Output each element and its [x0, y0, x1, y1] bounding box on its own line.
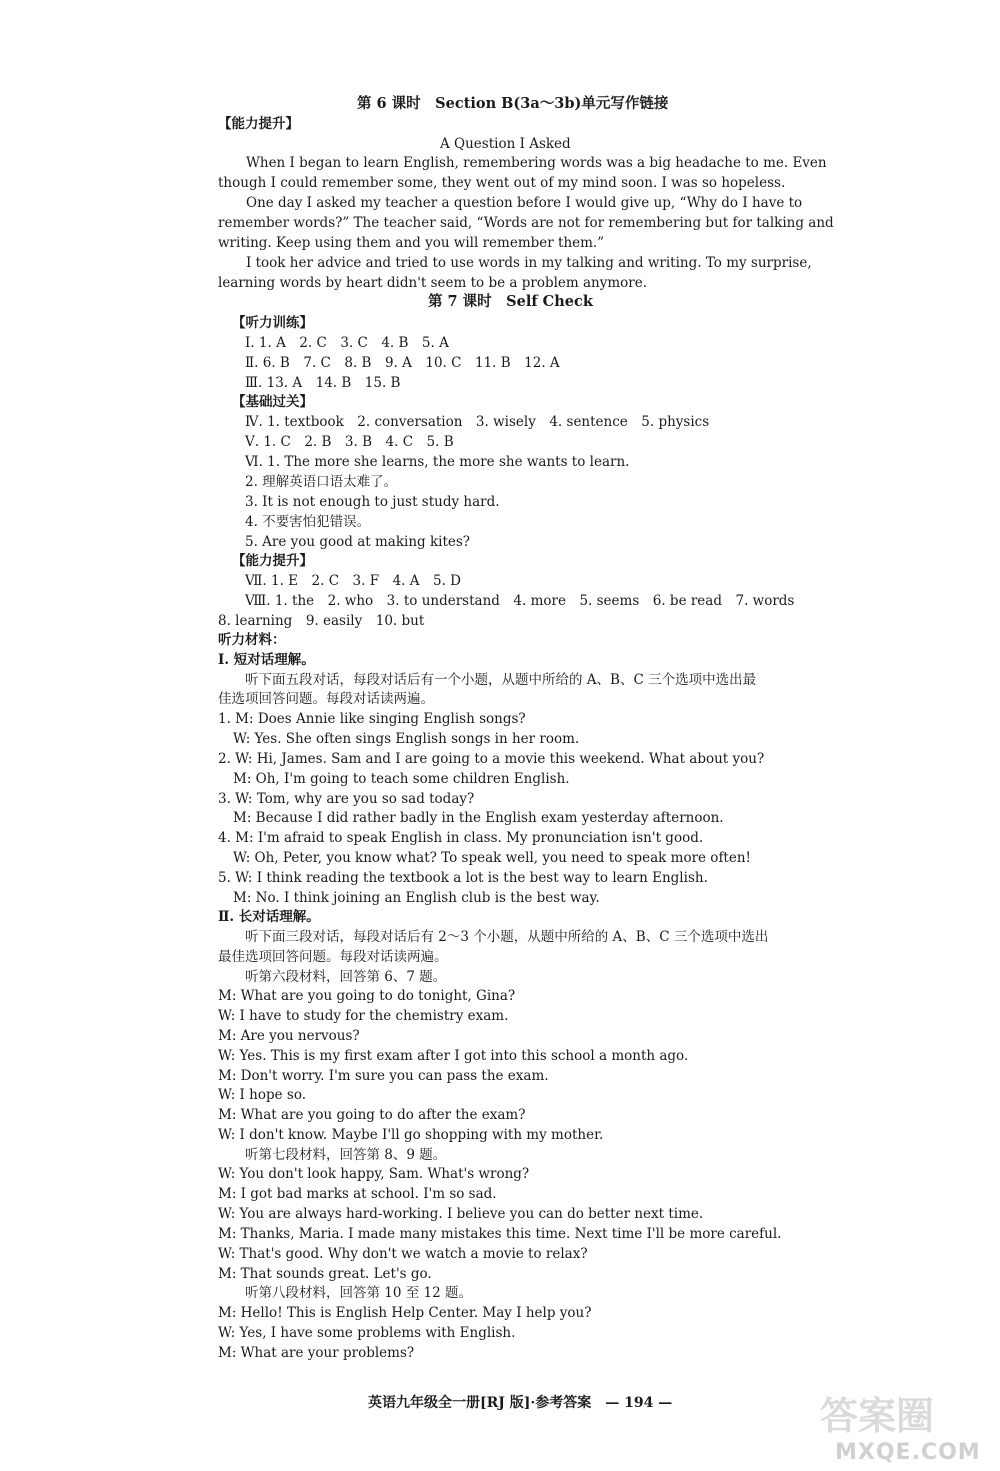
part1-intro: 听下面五段对话，每段对话后有一个小题，从题中所给的 A、B、C 三个选项中选出最	[245, 672, 757, 688]
essay-line: One day I asked my teacher a question before I would give up, “Why do I have to	[246, 195, 803, 211]
lesson6-title: 第 6 课时 Section B(3a～3b)单元写作链接	[357, 95, 669, 112]
essay-line: learning words by heart didn't seem to be a problem anymore.	[218, 275, 648, 291]
essay-line: I took her advice and tried to use words in my talking and writing. To my surprise,	[246, 255, 812, 271]
part2-intro: 听下面三段对话，每段对话后有 2～3 个小题，从题中所给的 A、B、C 三个选项中选出	[245, 929, 769, 945]
dialogue-line: 4. M: I'm afraid to speak English in class. My pronunciation isn't good.	[218, 830, 704, 846]
dialogue-line: 1. M: Does Annie like singing English songs?	[218, 711, 526, 727]
dialogue-line: M: Don't worry. I'm sure you can pass the exam.	[218, 1068, 549, 1084]
answer-line: Ⅶ. 1. E 2. C 3. F 4. A 5. D	[245, 573, 461, 589]
dialogue-line: M: Thanks, Maria. I made many mistakes this time. Next time I'll be more careful.	[218, 1226, 782, 1242]
dialogue-line: M: That sounds great. Let's go.	[218, 1266, 432, 1282]
passage6-label: 听第六段材料，回答第 6、7 题。	[245, 969, 447, 985]
part2-label: Ⅱ. 长对话理解。	[218, 909, 320, 925]
dialogue-line: 2. W: Hi, James. Sam and I are going to a movie this weekend. What about you?	[218, 751, 765, 767]
essay-title: A Question I Asked	[440, 136, 571, 152]
answer-line: 2. 理解英语口语太难了。	[245, 474, 398, 490]
part1-label: Ⅰ. 短对话理解。	[218, 652, 315, 668]
answer-line: 5. Are you good at making kites?	[245, 534, 471, 550]
part1-intro: 佳选项回答问题。每段对话读两遍。	[218, 691, 434, 707]
passage7-label: 听第七段材料，回答第 8、9 题。	[245, 1147, 447, 1163]
dialogue-line: W: Yes, I have some problems with English.	[218, 1325, 516, 1341]
answer-line: Ⅳ. 1. textbook 2. conversation 3. wisely 4. sentence 5. physics	[245, 414, 710, 430]
dialogue-line: W: You are always hard-working. I believe you can do better next time.	[218, 1206, 704, 1222]
lesson6-ability-label: 【能力提升】	[218, 116, 299, 132]
lesson7-title: 第 7 课时 Self Check	[428, 293, 593, 310]
essay-line: remember words?” The teacher said, “Words are not for remembering but for talking and	[218, 215, 834, 231]
dialogue-line: M: What are you going to do tonight, Gina?	[218, 988, 516, 1004]
essay-line: though I could remember some, they went out of my mind soon. I was so hopeless.	[218, 175, 786, 191]
dialogue-line: W: Oh, Peter, you know what? To speak well, you need to speak more often!	[233, 850, 751, 866]
answer-line: Ⅲ. 13. A 14. B 15. B	[245, 375, 401, 391]
answer-line: Ⅱ. 6. B 7. C 8. B 9. A 10. C 11. B 12. A	[245, 355, 560, 371]
answer-line: 8. learning 9. easily 10. but	[218, 613, 425, 629]
dialogue-line: W: That's good. Why don't we watch a movie to relax?	[218, 1246, 588, 1262]
answer-line: Ⅴ. 1. C 2. B 3. B 4. C 5. B	[245, 434, 454, 450]
essay-line: When I began to learn English, remembering words was a big headache to me. Even	[246, 155, 827, 171]
watermark-site: MXQE.COM	[835, 1440, 981, 1465]
dialogue-line: W: Yes. This is my first exam after I got into this school a month ago.	[218, 1048, 689, 1064]
answer-line: Ⅷ. 1. the 2. who 3. to understand 4. more 5. seems 6. be read 7. words	[245, 593, 795, 609]
materials-label: 听力材料：	[218, 632, 286, 648]
essay-line: writing. Keep using them and you will remember them.”	[218, 235, 605, 251]
dialogue-line: M: What are you going to do after the exam?	[218, 1107, 526, 1123]
listening-label: 【听力训练】	[232, 315, 313, 331]
dialogue-line: M: Oh, I'm going to teach some children English.	[233, 771, 570, 787]
dialogue-line: 3. W: Tom, why are you so sad today?	[218, 791, 475, 807]
dialogue-line: W: I hope so.	[218, 1087, 307, 1103]
dialogue-line: W: You don't look happy, Sam. What's wrong?	[218, 1166, 530, 1182]
dialogue-line: W: Yes. She often sings English songs in her room.	[233, 731, 580, 747]
answer-line: 4. 不要害怕犯错误。	[245, 514, 371, 530]
answer-line: Ⅰ. 1. A 2. C 3. C 4. B 5. A	[245, 335, 449, 351]
lesson7-ability-label: 【能力提升】	[232, 553, 313, 569]
part2-intro: 最佳选项回答问题。每段对话读两遍。	[218, 949, 448, 965]
answer-line: 3. It is not enough to just study hard.	[245, 494, 500, 510]
dialogue-line: M: Hello! This is English Help Center. May I help you?	[218, 1305, 592, 1321]
dialogue-line: M: I got bad marks at school. I'm so sad.	[218, 1186, 497, 1202]
dialogue-line: 5. W: I think reading the textbook a lot is the best way to learn English.	[218, 870, 708, 886]
dialogue-line: M: Because I did rather badly in the English exam yesterday afternoon.	[233, 810, 724, 826]
dialogue-line: W: I have to study for the chemistry exam.	[218, 1008, 509, 1024]
page-footer: 英语九年级全一册[RJ 版]·参考答案 — 194 —	[368, 1395, 673, 1411]
answer-line: Ⅵ. 1. The more she learns, the more she wants to learn.	[245, 454, 630, 470]
dialogue-line: M: No. I think joining an English club is the best way.	[233, 890, 600, 906]
watermark-logo: 答案圈	[820, 1394, 935, 1438]
dialogue-line: M: What are your problems?	[218, 1345, 415, 1361]
basic-label: 【基础过关】	[232, 394, 313, 410]
dialogue-line: M: Are you nervous?	[218, 1028, 360, 1044]
passage8-label: 听第八段材料，回答第 10 至 12 题。	[245, 1285, 473, 1301]
dialogue-line: W: I don't know. Maybe I'll go shopping with my mother.	[218, 1127, 604, 1143]
